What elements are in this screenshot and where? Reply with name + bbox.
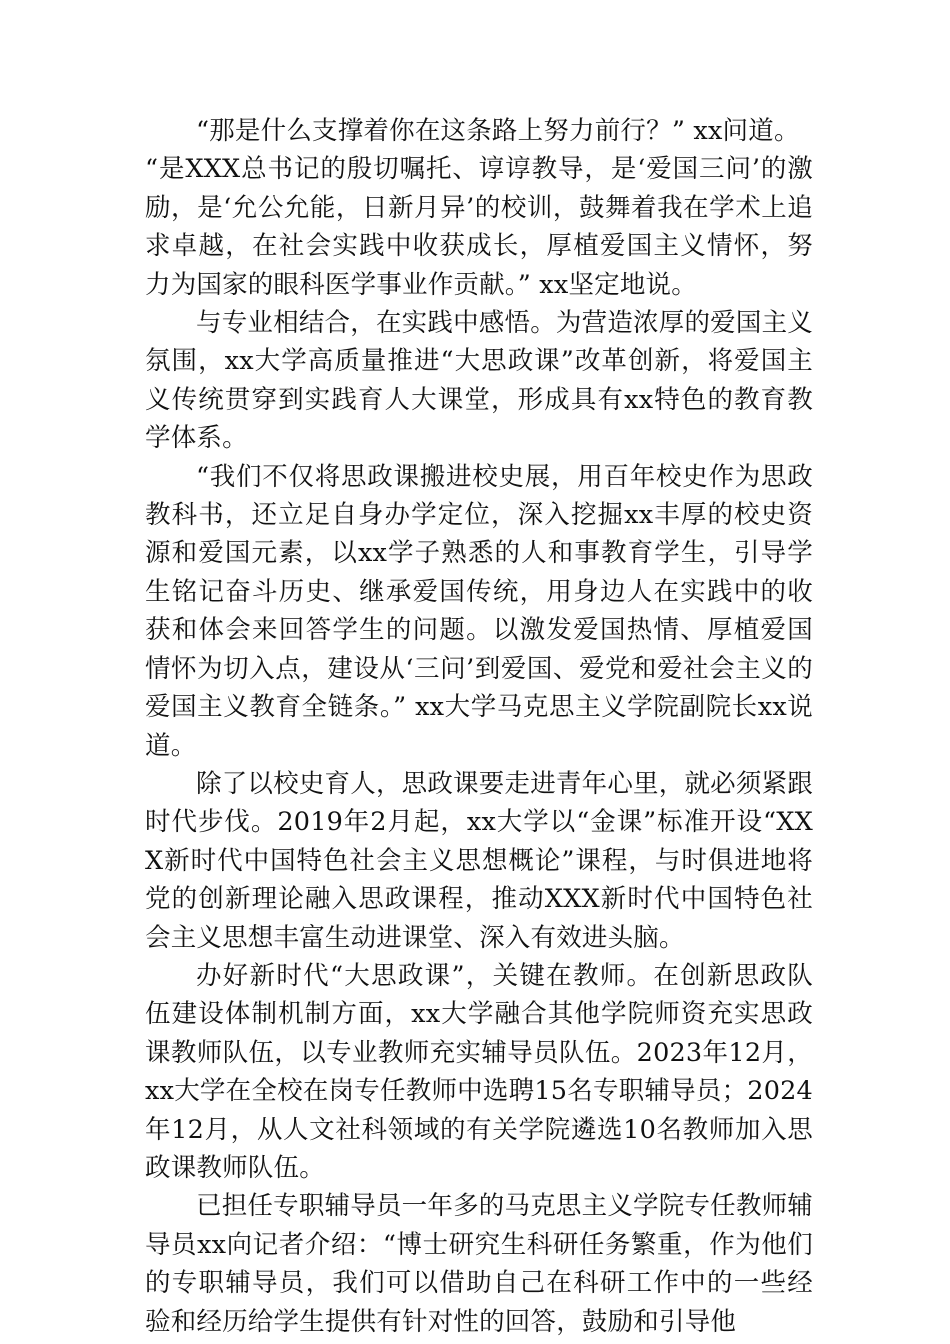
paragraph: 除了以校史育人，思政课要走进青年心里，就必须紧跟时代步伐。2019年2月起，xx大学以“金课”标准开设“XXX新时代中国特色社会主义思想概论”课程，与时俱进地将党的创新理论融入思政课程，推动XXX新时代中国特色社会主义思想丰富生动进课堂、深入有效进头脑。 [145, 768, 813, 953]
document-body [145, 112, 813, 1341]
paragraph: “我们不仅将思政课搬进校史展，用百年校史作为思政教科书，还立足自身办学定位，深入挖掘xx丰厚的校史资源和爱国元素，以xx学子熟悉的人和事教育学生，引导学生铭记奋斗历史、继承爱国传统，用身边人在实践中的收获和体会来回答学生的问题。以激发爱国热情、厚植爱国情怀为切入点，建设从‘三问’到爱国、爱党和爱社会主义的爱国主义教育全链条。” xx大学马克思主义学院副院长xx说道。 [145, 461, 813, 761]
paragraph: 已担任专职辅导员一年多的马克思主义学院专任教师辅导员xx向记者介绍：“博士研究生科研任务繁重，作为他们的专职辅导员，我们可以借助自己在科研工作中的一些经验和经历给学生提供有针对性的回答，鼓励和引导他 [145, 1191, 813, 1337]
paragraph: “是XXX总书记的殷切嘱托、谆谆教导，是‘爱国三问’的激励，是‘允公允能，日新月异’的校训，鼓舞着我在学术上追求卓越，在社会实践中收获成长，厚植爱国主义情怀，努力为国家的眼科医学事业作贡献。” xx坚定地说。 [145, 154, 813, 300]
paragraph: 与专业相结合，在实践中感悟。为营造浓厚的爱国主义氛围，xx大学高质量推进“大思政课”改革创新，将爱国主义传统贯穿到实践育人大课堂，形成具有xx特色的教育教学体系。 [145, 308, 813, 454]
paragraph: 办好新时代“大思政课”，关键在教师。在创新思政队伍建设体制机制方面，xx大学融合其他学院师资充实思政课教师队伍，以专业教师充实辅导员队伍。2023年12月，xx大学在全校在岗专任教师中选聘15名专职辅导员；2024年12月，从人文社科领域的有关学院遴选10名教师加入思政课教师队伍。 [145, 960, 813, 1183]
paragraph: “那是什么支撑着你在这条路上努力前行？” xx问道。 [196, 116, 800, 146]
